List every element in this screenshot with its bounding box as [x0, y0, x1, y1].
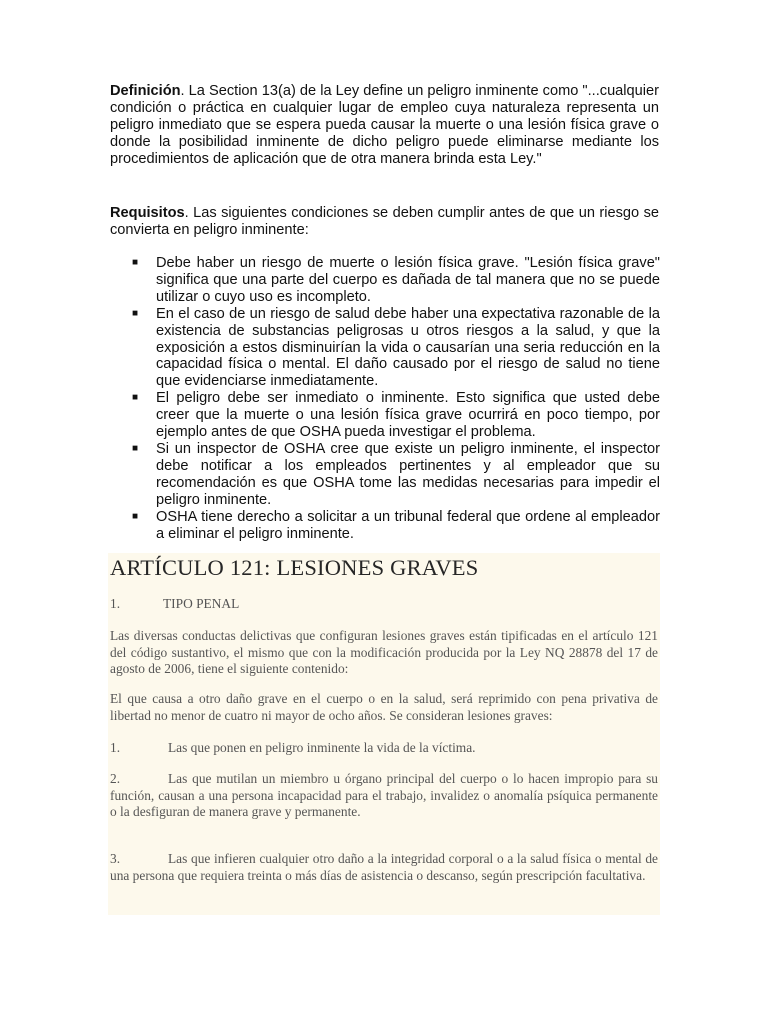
subheading-number: 1. [110, 596, 121, 611]
article-item-number: 1. [110, 740, 121, 755]
list-item [130, 255, 660, 306]
bullet-icon: ■ [132, 510, 139, 522]
list-item-text: OSHA tiene derecho a solicitar a un tribunal federal que ordene al empleador a eliminar el peligro inminente. [156, 508, 660, 542]
article-item [110, 740, 658, 757]
list-item-text: El peligro debe ser inmediato o inminente. Esto significa que usted debe creer que la muerte o una lesión física grave ocurrirá en poco tiempo, por ejemplo antes de que OSHA pueda investigar el problema. [156, 390, 660, 441]
subheading-text: TIPO PENAL [163, 596, 240, 611]
article-item-text: Las que infieren cualquier otro daño a la integridad corporal o a la salud física o mental de una persona que requiera treinta o más días de asistencia o descanso, según prescripción facultativa. [110, 851, 658, 883]
list-item [130, 390, 660, 441]
requirements-list [130, 255, 660, 542]
list-item [130, 441, 660, 509]
list-item [130, 509, 660, 543]
requirements-term: Requisitos [110, 205, 185, 221]
list-item [130, 306, 660, 391]
requirements-paragraph [110, 205, 659, 239]
list-item-text: En el caso de un riesgo de salud debe haber una expectativa razonable de la existencia de substancias peligrosas u otros riesgos a la salud, y que la exposición a estos disminuirían la vida o causarían una seria reducción en la capacidad física o mental. El daño causado por el riesgo de salud no tiene que evidenciarse inmediatamente. [156, 305, 660, 390]
article-item-number: 3. [110, 851, 121, 866]
article-intro: Las diversas conductas delictivas que configuran lesiones graves están tipificadas en el artículo 121 del código sustantivo, el mismo que con la modificación producida por la Ley NQ 28878 del 17 de agosto de 2006, tiene el siguiente contenido: [110, 628, 658, 676]
requirements-text: . Las siguientes condiciones se deben cumplir antes de que un riesgo se convierta en peligro inminente: [110, 205, 659, 238]
bullet-icon: ■ [132, 392, 139, 404]
article-title: ARTÍCULO 121: LESIONES GRAVES [110, 555, 479, 580]
list-item-text: Debe haber un riesgo de muerte o lesión física grave. "Lesión física grave" significa que una parte del cuerpo es dañada de tal manera que no se puede utilizar o cuyo uso es incompleto. [156, 255, 660, 305]
article-subheading [110, 596, 239, 612]
article-paragraph: El que causa a otro daño grave en el cuerpo o en la salud, será reprimido con pena privativa de libertad no menor de cuatro ni mayor de ocho años. Se consideran lesiones graves: [110, 691, 658, 723]
definition-term: Definición [110, 83, 181, 99]
article-item-text: Las que ponen en peligro inminente la vida de la víctima. [168, 740, 476, 755]
article-section [108, 553, 660, 915]
list-item-text: Si un inspector de OSHA cree que existe un peligro inminente, el inspector debe notificar a los empleados pertinentes y al empleador que su recomendación es que OSHA tome las medidas necesarias para impedir el peligro inminente. [156, 440, 660, 508]
article-item [110, 851, 658, 884]
article-item [110, 771, 658, 821]
definition-paragraph [110, 83, 659, 168]
bullet-icon: ■ [132, 307, 139, 319]
article-item-number: 2. [110, 771, 121, 786]
definition-text: . La Section 13(a) de la Ley define un peligro inminente como "...cualquier condición o práctica en cualquier lugar de empleo cuya naturaleza representa un peligro inmediato que se espera pueda causar la muerte o una lesión física grave o donde la posibilidad inminente de dicho peligro puede eliminarse mediante los procedimientos de aplicación que de otra manera brinda esta Ley." [110, 83, 659, 167]
article-item-text: Las que mutilan un miembro u órgano principal del cuerpo o lo hacen impropio para su función, causan a una persona incapacidad para el trabajo, invalidez o anomalía psíquica permanente o la desfiguran de manera grave y permanente. [110, 771, 658, 819]
bullet-icon: ■ [132, 442, 139, 454]
bullet-icon: ■ [132, 257, 139, 268]
